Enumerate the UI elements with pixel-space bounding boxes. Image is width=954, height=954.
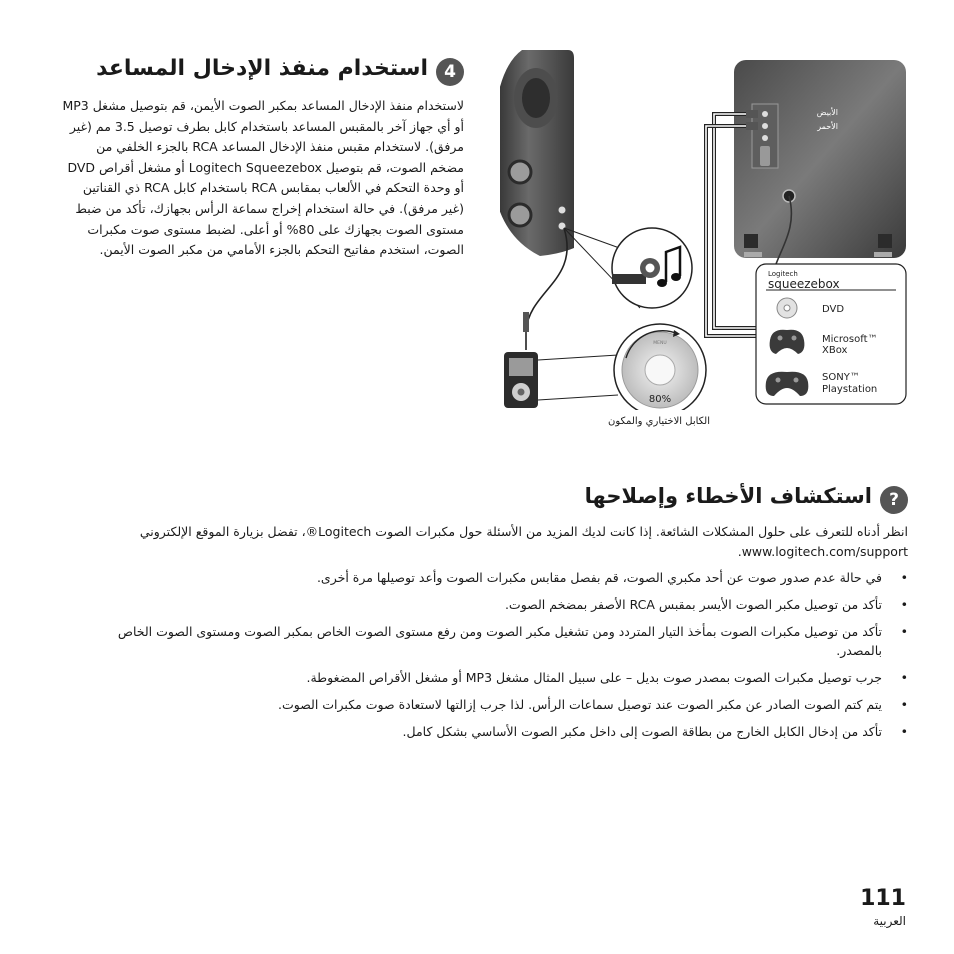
volume-wheel-callout — [614, 324, 706, 410]
bullet-icon: • — [900, 697, 908, 712]
troubleshooting-list — [80, 568, 908, 749]
question-icon: ? — [880, 486, 908, 514]
aux-jack-zoom-callout — [612, 228, 692, 308]
page-number: 111 — [860, 886, 906, 911]
list-item — [80, 668, 908, 687]
xbox-label-line1: Microsoft™ — [822, 334, 878, 345]
list-item-text: يتم كتم الصوت الصادر عن مكبر الصوت عند توصيل سماعات الرأس. لذا جرب إزالتها لاستعادة صوت مكبرات الصوت. — [278, 697, 882, 712]
support-url-link[interactable]: www.logitech.com/support. — [737, 544, 908, 559]
list-item-text: جرب توصيل مكبرات الصوت بمصدر صوت بديل – على سبيل المثال مشغل MP3 أو مشغل الأقراص المضغوطة. — [306, 670, 882, 685]
list-item-text: تأكد من إدخال الكابل الخارج من بطاقة الصوت إلى داخل مكبر الصوت الأساسي بشكل كامل. — [402, 724, 882, 739]
dvd-label: DVD — [822, 304, 845, 315]
squeezebox-brand: Logitech — [768, 270, 798, 278]
mp3-player-icon — [504, 352, 538, 408]
right-speaker — [500, 50, 574, 256]
volume-knob-icon[interactable] — [509, 161, 531, 183]
wheel-menu-label: MENU — [653, 341, 667, 346]
bullet-icon: • — [900, 624, 908, 639]
section-body-text: لاستخدام منفذ الإدخال المساعد بمكبر الصوت الأيمن، قم بتوصيل مشغل MP3 أو أي جهاز آخر بالمقبس المساعد باستخدام كابل بطرف توصيل 3.5 مم (غير مرفق). لاستخدام مقبس منفذ الإدخال المساعد RCA بالجزء الخلفي من مضخم الصوت، قم بتوصيل Logitech Squeezebox أو مشغل أقراص DVD أو وحدة التحكم في الألعاب بمقابس RCA باستخدام كابل RCA ذي القناتين (غير مرفق). في حالة استخدام إخراج سماعة الرأس بجهازك، تأكد من ضبط مستوى الصوت بجهازك على 80% أو أعلى. لضبط مستوى صوت مكبرات الصوت، استخدم مفاتيح التحكم بالجزء الأمامي من مكبر الصوت الأيمن. — [62, 98, 464, 258]
volume-percent-label: 80% — [648, 394, 672, 405]
squeezebox-name: squeezebox — [768, 277, 840, 291]
headphone-jack-icon[interactable] — [559, 207, 566, 214]
troubleshooting-title: استكشاف الأخطاء وإصلاحها — [584, 484, 872, 508]
bullet-icon: • — [900, 670, 908, 685]
bass-knob-icon[interactable] — [509, 204, 531, 226]
list-item-text: تأكد من توصيل مكبر الصوت الأيسر بمقبس RCA الأصفر بمضخم الصوت. — [504, 597, 882, 612]
list-item-text: تأكد من توصيل مكبرات الصوت بمأخذ التيار المتردد ومن تشغيل مكبر الصوت ومن رفع مستوى الصوت الخاص بمكبر الصوت ومستوى الصوت الخاص بالمصدر. — [117, 624, 882, 658]
list-item — [80, 568, 908, 587]
bullet-icon: • — [900, 570, 908, 585]
list-item-text: في حالة عدم صدور صوت عن أحد مكبري الصوت، قم بفصل مقابس مكبرات الصوت وأعد توصيلها مرة أخرى. — [316, 570, 882, 585]
subwoofer — [734, 60, 906, 258]
section-number-badge: 4 — [436, 58, 464, 86]
connection-diagram — [500, 50, 910, 410]
jack-label-red: الأحمر — [817, 122, 838, 131]
section-title: استخدام منفذ الإدخال المساعد — [96, 56, 428, 81]
troubleshooting-header — [530, 484, 908, 516]
sony-label-line2: Playstation — [822, 384, 878, 395]
list-item — [80, 695, 908, 714]
troubleshooting-intro-text: انظر أدناه للتعرف على حلول المشكلات الشائعة. إذا كانت لديك المزيد من الأسئلة حول مكبرات الصوت Logitech®، تفضل بزيارة الموقع الإلكتروني — [139, 524, 908, 539]
xbox-label-line2: XBox — [822, 345, 848, 356]
audio-source-devices — [756, 264, 906, 404]
list-item — [80, 595, 908, 614]
troubleshooting-intro — [62, 522, 908, 562]
dvd-disc-icon — [777, 298, 797, 318]
bullet-icon: • — [900, 724, 908, 739]
page-language-label: العربية — [873, 914, 906, 928]
list-item — [80, 722, 908, 741]
list-item — [80, 622, 908, 660]
bullet-icon: • — [900, 597, 908, 612]
jack-label-white: الأبيض — [816, 108, 838, 117]
diagram-caption: الكابل الاختياري والمكون — [608, 416, 710, 427]
sony-label-line1: SONY™ — [822, 372, 860, 383]
section-4-header — [80, 56, 464, 90]
